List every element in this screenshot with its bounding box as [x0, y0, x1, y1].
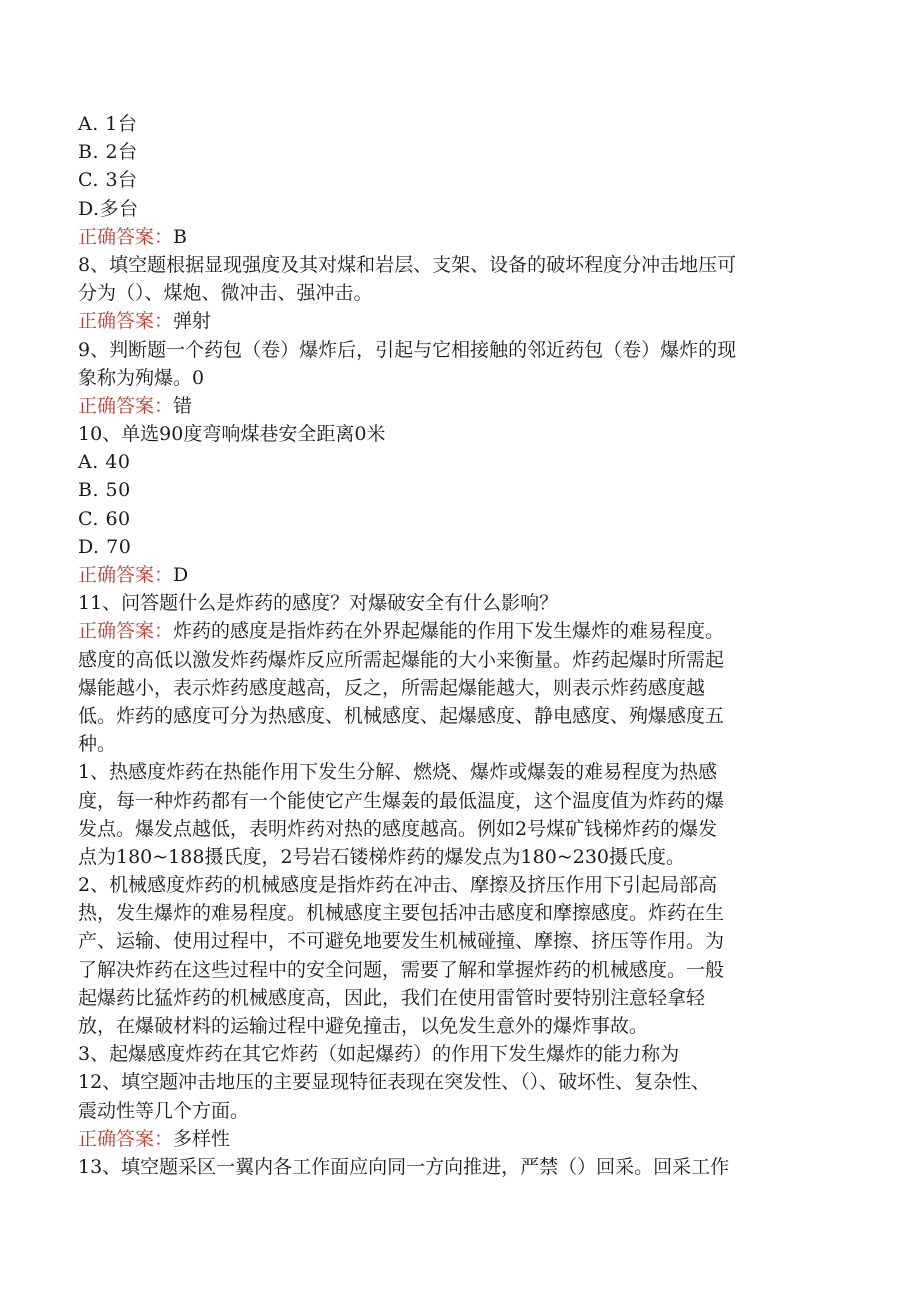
q11-answer-line-6: 1、热感度炸药在热能作用下发生分解、燃烧、爆炸或爆轰的难易程度为热感: [78, 761, 718, 784]
q7-option-c: C. 3台: [78, 169, 138, 192]
q8-line-1: 8、填空题根据显现强度及其对煤和岩层、支架、设备的破坏程度分冲击地压可: [78, 253, 737, 276]
answer-label: 正确答案：: [78, 620, 174, 643]
q12-line-2: 震动性等几个方面。: [78, 1099, 250, 1122]
q11-answer-line-11: 热，发生爆炸的难易程度。机械感度主要包括冲击感度和摩擦感度。炸药在生: [78, 902, 725, 925]
q12-answer-line: [78, 1125, 838, 1153]
q11-answer-line-12: 产、运输、使用过程中，不可避免地要发生机械碰撞、摩擦、挤压等作用。为: [78, 930, 725, 953]
q8-line-2: 分为（）、煤炮、微冲击、强冲击。: [78, 282, 373, 305]
q7-option-b: B. 2台: [78, 141, 138, 164]
answer-label: 正确答案：: [78, 1127, 174, 1150]
q11-answer-line-9: 点为180~188摄氏度，2号岩石镂梯炸药的爆发点为180~230摄氏度。: [78, 845, 685, 868]
answer-label: 正确答案：: [78, 564, 174, 586]
q8-answer-line: [78, 307, 838, 335]
q12-line-1: 12、填空题冲击地压的主要显现特征表现在突发性、（）、破坏性、复杂性、: [78, 1071, 711, 1094]
q11-answer-line-14: 起爆药比猛炸药的机械感度高，因此，我们在使用雷管时要特别注意轻拿轻: [78, 986, 706, 1009]
q9-answer: 错: [173, 394, 193, 417]
q11-answer-line-4: 低。炸药的感度可分为热感度、机械感度、起爆感度、静电感度、殉爆感度五: [78, 704, 725, 727]
q11-answer-line-3: 爆能越小，表示炸药感度越高，反之，所需起爆能越大，则表示炸药感度越: [78, 676, 706, 699]
document-body: [78, 110, 838, 1181]
answer-label: 正确答案：: [78, 394, 174, 417]
q11-answer-line-1: [78, 617, 838, 645]
q8-answer: 弹射: [173, 310, 212, 333]
q9-line-1: 9、判断题一个药包（卷）爆炸后，引起与它相接触的邻近药包（卷）爆炸的现: [78, 338, 737, 361]
q11-answer-line-10: 2、机械感度炸药的机械感度是指炸药在冲击、摩擦及挤压作用下引起局部高: [78, 874, 718, 897]
q11-answer-line-13: 了解决炸药在这些过程中的安全问题，需要了解和掌握炸药的机械感度。一般: [78, 958, 725, 981]
q7-option-a: A. 1台: [78, 113, 138, 135]
q11-answer-text: 炸药的感度是指炸药在外界起爆能的作用下发生爆炸的难易程度。: [173, 620, 725, 643]
q11-line: 11、问答题什么是炸药的感度？对爆破安全有什么影响？: [78, 592, 559, 615]
q10-answer-line: [78, 561, 838, 589]
q7-answer-line: [78, 223, 838, 251]
q11-answer-line-7: 度，每一种炸药都有一个能使它产生爆轰的最低温度，这个温度值为炸药的爆: [78, 789, 725, 812]
q10-option-b: B. 50: [78, 479, 131, 502]
q9-answer-line: [78, 392, 838, 420]
q10-answer: D: [173, 564, 189, 586]
q11-answer-line-5: 种。: [78, 733, 117, 756]
q10-option-d: D. 70: [78, 535, 132, 558]
q11-answer-line-2: 感度的高低以激发炸药爆炸反应所需起爆能的大小来衡量。炸药起爆时所需起: [78, 648, 725, 671]
q11-answer-line-8: 发点。爆发点越低，表明炸药对热的感度越高。例如2号煤矿钱梯炸药的爆发: [78, 817, 718, 840]
q13-line: 13、填空题采区一翼内各工作面应向同一方向推进，严禁（）回采。回采工作: [78, 1155, 730, 1178]
answer-label: 正确答案：: [78, 225, 174, 248]
q7-answer: B: [173, 225, 187, 248]
q10-option-c: C. 60: [78, 507, 131, 530]
q9-line-2: 象称为殉爆。0: [78, 366, 205, 389]
q11-answer-line-15: 放，在爆破材料的运输过程中避免撞击，以免发生意外的爆炸事故。: [78, 1015, 649, 1037]
q12-answer: 多样性: [173, 1127, 231, 1150]
q11-answer-line-16: 3、起爆感度炸药在其它炸药（如起爆药）的作用下发生爆炸的能力称为: [78, 1043, 680, 1066]
q10-line: 10、单选90度弯响煤巷安全距离0米: [78, 423, 386, 446]
answer-label: 正确答案：: [78, 310, 174, 333]
q7-option-d: D.多台: [78, 197, 139, 220]
q10-option-a: A. 40: [78, 451, 131, 474]
